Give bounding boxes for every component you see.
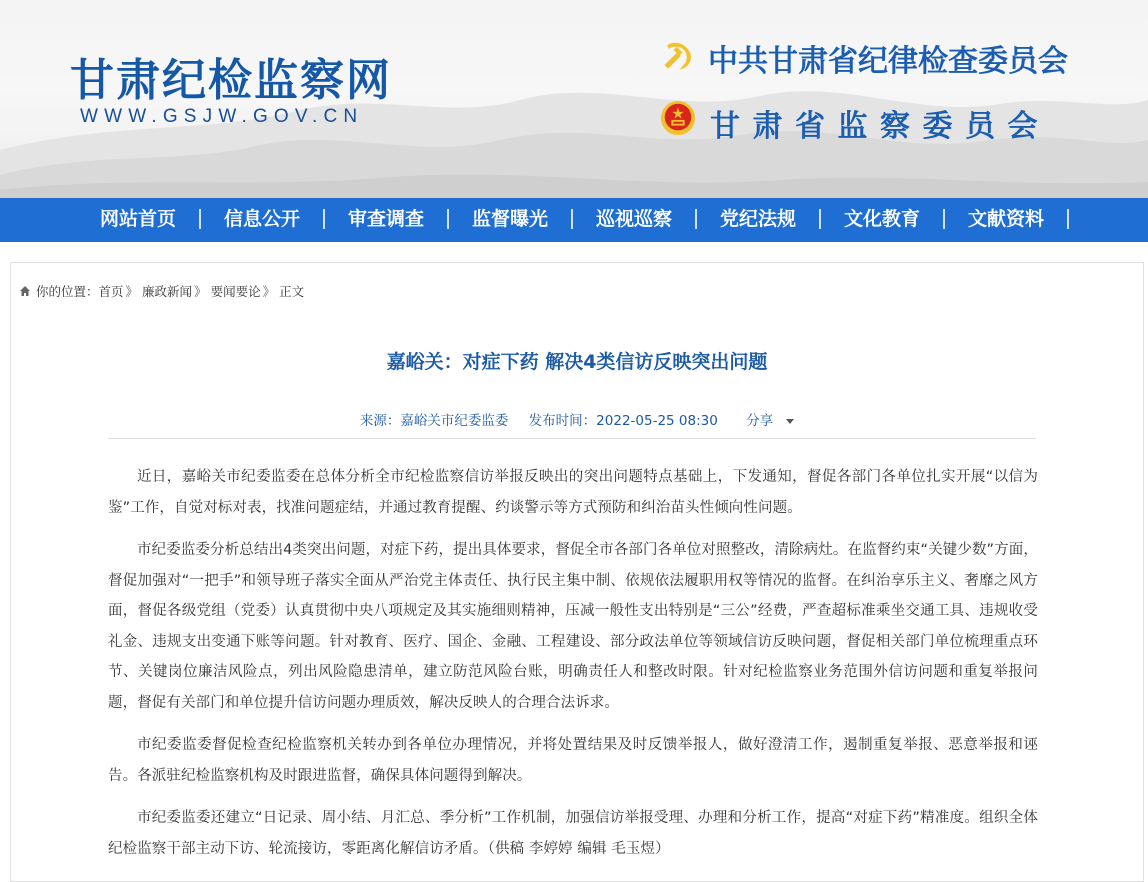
article-paragraph: 市纪委监委分析总结出4类突出问题，对症下药，提出具体要求，督促全市各部门各单位对照整改，清除病灶。在监督约束“关键少数”方面，督促加强对“一把手”和领导班子落实全面从严治党主体责任、执行民主集中制、依规依法履职用权等情况的监督。在纠治享乐主义、奢靡之风方面，督促各级党组（党委）认真贯彻中央八项规定及其实施细则精神，压减一般性支出特别是“三公”经费，严查超标准乘坐交通工具、违规收受礼金、违规支出变通下账等问题。针对教育、医疗、国企、金融、工程建设、部分政法单位等领域信访反映问题，督促相关部门单位梳理重点环节、关键岗位廉洁风险点，列出风险隐患清单，建立防范风险台账，明确责任人和整改时限。针对纪检监察业务范围外信访问题和重复举报问题，督促有关部门和单位提升信访问题办理质效，解决反映人的合理合法诉求。 bbox=[108, 542, 1038, 711]
article-meta bbox=[11, 409, 1143, 429]
article-paragraph: 近日，嘉峪关市纪委监委在总体分析全市纪检监察信访举报反映出的突出问题特点基础上，下发通知，督促各部门各单位扎实开展“以信为鉴”工作，自觉对标对表，找准问题症结，并通过教育提醒、约谈警示等方式预防和纠治苗头性倾向性问题。 bbox=[108, 469, 1038, 516]
breadcrumb-separator: 》 bbox=[194, 284, 207, 299]
article-source: 来源：嘉峪关市纪委监委 bbox=[359, 413, 509, 429]
nav-divider bbox=[695, 209, 697, 229]
nav-item-inspection[interactable]: 巡视巡察 bbox=[595, 208, 672, 230]
breadcrumb-separator: 》 bbox=[125, 284, 139, 299]
nav-item-info-disclosure[interactable]: 信息公开 bbox=[223, 208, 300, 230]
nav-item-culture-education[interactable]: 文化教育 bbox=[843, 208, 920, 230]
nav-divider bbox=[323, 209, 325, 229]
article-paragraph: 市纪委监委督促检查纪检监察机关转办到各单位办理情况，并将处置结果及时反馈举报人，做好澄清工作，遏制重复举报、恶意举报和诬告。各派驻纪检监察机构及时跟进监督，确保具体问题得到解决。 bbox=[108, 737, 1038, 784]
nav-divider bbox=[571, 209, 573, 229]
breadcrumb-link-key-news[interactable]: 要闻要论 bbox=[210, 284, 261, 299]
nav-item-party-regulations[interactable]: 党纪法规 bbox=[719, 208, 796, 230]
breadcrumb-link-home[interactable]: 首页 bbox=[98, 284, 124, 299]
breadcrumb-prefix: 你的位置： bbox=[36, 284, 99, 299]
org-line-1: 中共甘肃省纪律检查委员会 bbox=[708, 44, 1068, 79]
nav-divider bbox=[447, 209, 449, 229]
article-card bbox=[10, 262, 1144, 882]
site-url: WWW.GSJW.GOV.CN bbox=[80, 106, 364, 127]
article-publish-time: 发布时间：2022-05-25 08:30 bbox=[528, 413, 718, 429]
caret-down-icon bbox=[786, 419, 794, 424]
meta-divider bbox=[108, 438, 1036, 439]
breadcrumb-link-clean-news[interactable]: 廉政新闻 bbox=[142, 284, 193, 299]
share-button[interactable] bbox=[738, 413, 794, 429]
nav-divider bbox=[1067, 209, 1069, 229]
breadcrumb bbox=[19, 282, 304, 300]
site-title[interactable]: 甘肃纪检监察网 bbox=[70, 55, 392, 106]
nav-divider bbox=[943, 209, 945, 229]
site-header bbox=[0, 0, 1148, 198]
article-paragraph: 市纪委监委还建立“日记录、周小结、月汇总、季分析”工作机制，加强信访举报受理、办理和分析工作，提高“对症下药”精准度。组织全体纪检监察干部主动下访、轮流接访，零距离化解信访矛盾。（供稿 李婷婷 编辑 毛玉煜） bbox=[108, 810, 1038, 857]
breadcrumb-current: 正文 bbox=[279, 284, 305, 299]
home-icon bbox=[19, 285, 31, 297]
article-title: 嘉峪关：对症下药 解决4类信访反映突出问题 bbox=[386, 351, 768, 373]
party-emblem-icon bbox=[660, 38, 696, 74]
nav-item-home[interactable]: 网站首页 bbox=[99, 208, 176, 230]
nav-item-investigation[interactable]: 审查调查 bbox=[347, 208, 424, 230]
nav-item-documents[interactable]: 文献资料 bbox=[967, 208, 1044, 230]
org-line-2: 甘肃省监察委员会 bbox=[710, 109, 1050, 144]
article-body bbox=[108, 462, 1038, 876]
nav-divider bbox=[819, 209, 821, 229]
nav-divider bbox=[199, 209, 201, 229]
nav-item-supervision-exposure[interactable]: 监督曝光 bbox=[471, 208, 548, 230]
share-label: 分享 bbox=[746, 413, 774, 429]
main-nav bbox=[0, 198, 1148, 242]
national-emblem-icon bbox=[659, 99, 697, 137]
breadcrumb-separator: 》 bbox=[262, 284, 276, 299]
